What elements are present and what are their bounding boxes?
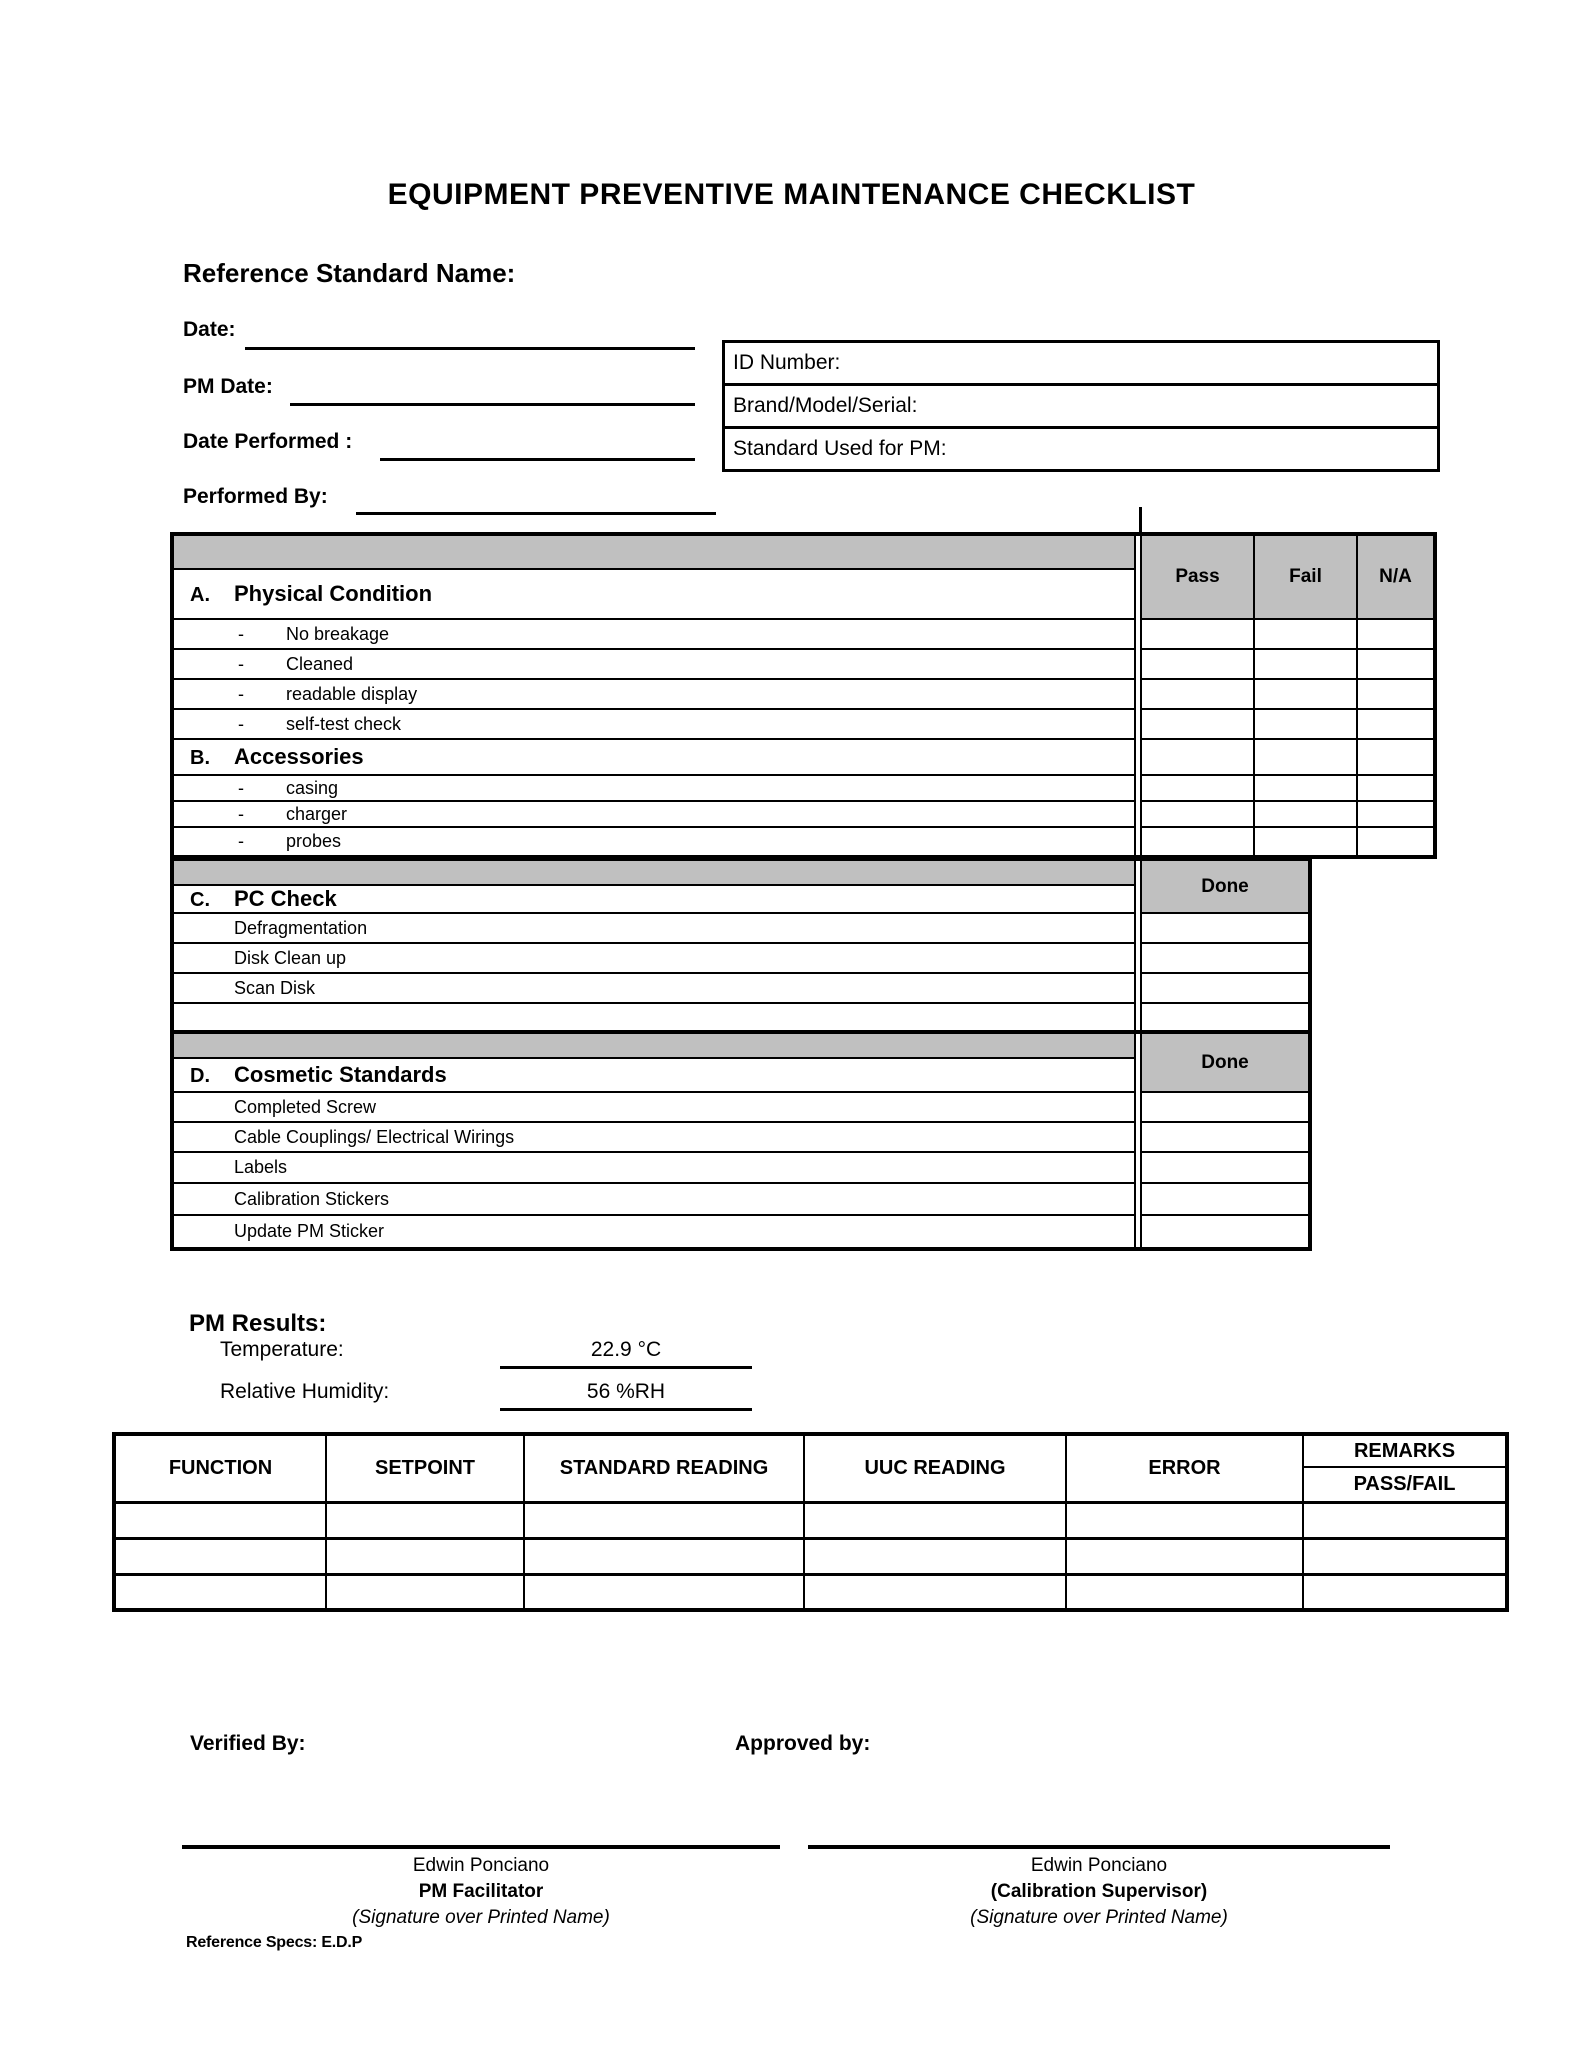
standard-reading-cell[interactable]	[524, 1574, 804, 1610]
item-text: self-test check	[286, 713, 402, 734]
column-header-fail: Fail	[1254, 534, 1357, 619]
passfail-column-header: PASS/FAIL	[1303, 1467, 1507, 1502]
verified-signature-block	[182, 1853, 780, 1931]
item-bullet: -	[238, 623, 244, 644]
approved-signature-note: (Signature over Printed Name)	[970, 1907, 1228, 1928]
approved-signature-line[interactable]	[808, 1845, 1390, 1849]
pass-cell[interactable]	[1141, 801, 1254, 827]
physical-condition-accessories-table	[170, 532, 1437, 859]
remarks-passfail-cell[interactable]	[1303, 1538, 1507, 1574]
reference-specs-note: Reference Specs: E.D.P	[186, 1934, 363, 1951]
item-bullet: -	[238, 713, 244, 734]
section-letter: C.	[190, 889, 210, 911]
humidity-value: 56 %RH	[586, 1380, 666, 1403]
done-cell[interactable]	[1141, 913, 1310, 943]
column-header-na: N/A	[1357, 534, 1435, 619]
item-bullet: -	[238, 777, 244, 798]
verified-signature-note: (Signature over Printed Name)	[352, 1907, 610, 1928]
done-cell[interactable]	[1141, 1003, 1310, 1032]
pass-cell[interactable]	[1141, 649, 1254, 679]
checklist-item-label	[172, 619, 1135, 649]
uuc-reading-cell[interactable]	[804, 1574, 1066, 1610]
section-title: PC Check	[234, 886, 337, 911]
remarks-passfail-cell[interactable]	[1303, 1574, 1507, 1610]
cosmetic-standards-table	[170, 1030, 1312, 1251]
humidity-value-line	[500, 1408, 752, 1411]
uuc-reading-column-header: UUC READING	[804, 1434, 1066, 1502]
checklist-item-label	[172, 679, 1135, 709]
fail-cell[interactable]	[1254, 679, 1357, 709]
checklist-item-label: Disk Clean up	[172, 943, 1135, 973]
approved-by-label: Approved by:	[735, 1732, 871, 1755]
na-cell[interactable]	[1357, 709, 1435, 739]
done-cell[interactable]	[1141, 1122, 1310, 1152]
function-cell[interactable]	[114, 1502, 326, 1538]
pass-cell[interactable]	[1141, 619, 1254, 649]
na-cell[interactable]	[1357, 827, 1435, 857]
section-header-b	[172, 739, 1135, 775]
error-cell[interactable]	[1066, 1538, 1303, 1574]
pass-cell[interactable]	[1141, 775, 1254, 801]
section-title: Physical Condition	[234, 581, 433, 606]
setpoint-cell[interactable]	[326, 1502, 524, 1538]
done-cell[interactable]	[1141, 1092, 1310, 1122]
standard-reading-column-header: STANDARD READING	[524, 1434, 804, 1502]
performed-by-input-line[interactable]	[356, 512, 716, 515]
function-cell[interactable]	[114, 1538, 326, 1574]
header-gray-band	[172, 859, 1135, 885]
pm-results-heading: PM Results:	[189, 1310, 327, 1337]
uuc-reading-cell[interactable]	[804, 1538, 1066, 1574]
pass-cell[interactable]	[1141, 827, 1254, 857]
item-text: casing	[286, 777, 339, 798]
column-gap	[1135, 885, 1141, 913]
page-title: EQUIPMENT PREVENTIVE MAINTENANCE CHECKLIST	[387, 178, 1196, 211]
standard-reading-cell[interactable]	[524, 1502, 804, 1538]
done-cell[interactable]	[1141, 943, 1310, 973]
approved-role: (Calibration Supervisor)	[990, 1881, 1208, 1902]
checklist-item-label: Labels	[172, 1152, 1135, 1183]
error-cell[interactable]	[1066, 1502, 1303, 1538]
checklist-item-label	[172, 801, 1135, 827]
pm-date-input-line[interactable]	[290, 403, 695, 406]
error-column-header: ERROR	[1066, 1434, 1303, 1502]
item-bullet: -	[238, 653, 244, 674]
checklist-item-label: Calibration Stickers	[172, 1183, 1135, 1215]
error-cell[interactable]	[1066, 1574, 1303, 1610]
setpoint-column-header: SETPOINT	[326, 1434, 524, 1502]
fail-cell[interactable]	[1254, 827, 1357, 857]
fail-cell[interactable]	[1254, 801, 1357, 827]
id-number-field[interactable]: ID Number:	[724, 342, 1439, 385]
date-label: Date:	[183, 318, 236, 341]
remarks-column-header: REMARKS	[1303, 1434, 1507, 1467]
item-text: charger	[286, 803, 348, 824]
header-gray-band	[172, 1032, 1135, 1058]
section-letter: D.	[190, 1065, 210, 1087]
fail-cell[interactable]	[1254, 649, 1357, 679]
section-header-a	[172, 569, 1135, 619]
item-text: readable display	[286, 683, 418, 704]
setpoint-cell[interactable]	[326, 1574, 524, 1610]
na-cell[interactable]	[1357, 739, 1435, 775]
verified-signature-line[interactable]	[182, 1845, 780, 1849]
na-cell[interactable]	[1357, 619, 1435, 649]
approved-signature-block	[808, 1853, 1390, 1931]
header-gray-band	[172, 534, 1135, 569]
item-text: probes	[286, 831, 342, 851]
fail-cell[interactable]	[1254, 709, 1357, 739]
function-readings-table	[112, 1432, 1509, 1612]
date-performed-label: Date Performed :	[183, 430, 353, 453]
na-cell[interactable]	[1357, 801, 1435, 827]
na-cell[interactable]	[1357, 679, 1435, 709]
verified-role: PM Facilitator	[418, 1881, 544, 1902]
verified-name: Edwin Ponciano	[412, 1855, 550, 1876]
uuc-reading-cell[interactable]	[804, 1502, 1066, 1538]
reference-standard-label: Reference Standard Name:	[183, 258, 516, 288]
checklist-item-label	[172, 649, 1135, 679]
fail-cell[interactable]	[1254, 775, 1357, 801]
done-cell[interactable]	[1141, 1183, 1310, 1215]
checklist-item-label	[172, 709, 1135, 739]
fail-cell[interactable]	[1254, 739, 1357, 775]
done-cell[interactable]	[1141, 1215, 1310, 1249]
section-title: Cosmetic Standards	[234, 1062, 447, 1087]
section-letter: B.	[190, 747, 210, 769]
temperature-value-line	[500, 1366, 752, 1369]
column-header-pass: Pass	[1141, 534, 1254, 619]
checklist-item-label: Defragmentation	[172, 913, 1135, 943]
section-header-d	[172, 1058, 1135, 1092]
item-text: Cleaned	[286, 653, 354, 674]
approved-name: Edwin Ponciano	[1030, 1855, 1168, 1876]
function-cell[interactable]	[114, 1574, 326, 1610]
id-info-box	[722, 340, 1440, 472]
column-gap	[1135, 569, 1141, 619]
performed-by-label: Performed By:	[183, 485, 328, 508]
na-cell[interactable]	[1357, 775, 1435, 801]
verified-by-label: Verified By:	[190, 1732, 306, 1755]
pm-date-label: PM Date:	[183, 375, 273, 398]
humidity-label: Relative Humidity:	[220, 1380, 390, 1403]
temperature-value: 22.9 °C	[590, 1338, 662, 1361]
checklist-item-label: Update PM Sticker	[172, 1215, 1135, 1249]
done-cell[interactable]	[1141, 973, 1310, 1003]
stray-vertical-line	[1139, 507, 1142, 535]
done-cell[interactable]	[1141, 1152, 1310, 1183]
column-header-done: Done	[1141, 1032, 1310, 1092]
fail-cell[interactable]	[1254, 619, 1357, 649]
item-bullet: -	[238, 831, 244, 851]
section-title: Accessories	[234, 744, 364, 769]
section-letter: A.	[190, 584, 210, 606]
pass-cell[interactable]	[1141, 709, 1254, 739]
standard-used-field[interactable]: Standard Used for PM:	[724, 428, 1439, 471]
remarks-passfail-cell[interactable]	[1303, 1502, 1507, 1538]
pass-cell[interactable]	[1141, 679, 1254, 709]
temperature-label: Temperature:	[220, 1338, 344, 1361]
empty-item-row	[172, 1003, 1135, 1032]
checklist-item-label: Cable Couplings/ Electrical Wirings	[172, 1122, 1135, 1152]
standard-reading-cell[interactable]	[524, 1538, 804, 1574]
brand-model-serial-field[interactable]: Brand/Model/Serial:	[724, 385, 1439, 428]
checklist-item-label	[172, 827, 1135, 857]
date-performed-input-line[interactable]	[380, 458, 695, 461]
section-header-c	[172, 885, 1135, 913]
setpoint-cell[interactable]	[326, 1538, 524, 1574]
checklist-item-label: Completed Screw	[172, 1092, 1135, 1122]
item-text: No breakage	[286, 623, 390, 644]
column-header-done: Done	[1141, 859, 1310, 913]
column-gap	[1135, 1058, 1141, 1092]
pass-cell[interactable]	[1141, 739, 1254, 775]
checklist-item-label	[172, 775, 1135, 801]
na-cell[interactable]	[1357, 649, 1435, 679]
date-input-line[interactable]	[245, 347, 695, 350]
item-bullet: -	[238, 683, 244, 704]
function-column-header: FUNCTION	[114, 1434, 326, 1502]
pc-check-table	[170, 857, 1312, 1034]
item-bullet: -	[238, 803, 244, 824]
checklist-item-label: Scan Disk	[172, 973, 1135, 1003]
